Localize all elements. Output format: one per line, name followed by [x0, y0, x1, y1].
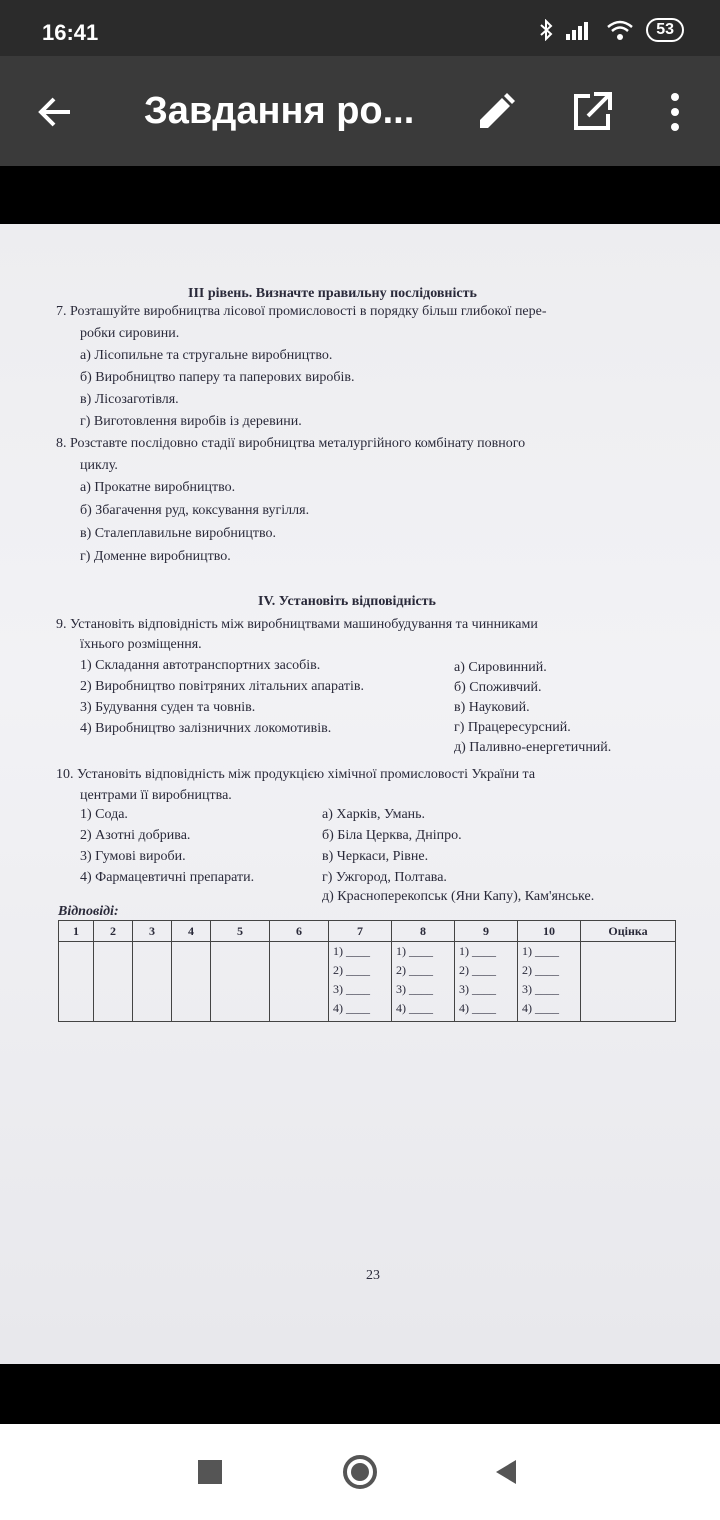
table-header-row: [59, 921, 676, 942]
q10-right-d: г) Ужгород, Полтава.: [322, 870, 447, 885]
answer-cell-7[interactable]: [329, 942, 392, 1022]
table-answer-row: [59, 942, 676, 1022]
answer-slot: 3) ____: [333, 982, 370, 996]
viewer-margin-bottom: [0, 1364, 720, 1424]
table-header-cell: 10: [518, 921, 581, 942]
q9-right-d: г) Працересурсний.: [454, 720, 571, 735]
answer-cell-grade[interactable]: [581, 942, 676, 1022]
q10-right-a: а) Харків, Умань.: [322, 807, 426, 822]
table-header-cell: 2: [94, 921, 133, 942]
status-time: 16:41: [42, 20, 99, 45]
answer-slot: 4) ____: [333, 1001, 370, 1015]
answer-slot: 4) ____: [396, 1001, 433, 1015]
q10-right-c: в) Черкаси, Рівне.: [322, 849, 429, 864]
q9-left-2: 2) Виробництво повітряних літальних апаратів.: [80, 679, 364, 694]
app-bar: [0, 56, 720, 166]
battery-indicator: 53: [646, 18, 684, 42]
wifi-icon: [606, 19, 634, 41]
q8-line2: циклу.: [80, 458, 118, 473]
answer-slot: 3) ____: [459, 982, 496, 996]
answer-slot: 2) ____: [459, 963, 496, 977]
q10-line2: центрами її виробництва.: [80, 788, 232, 803]
answer-slot: 4) ____: [522, 1001, 559, 1015]
q7-line2: робки сировини.: [80, 326, 180, 341]
table-header-cell: 9: [455, 921, 518, 942]
q9-left-4: 4) Виробництво залізничних локомотивів.: [80, 721, 332, 736]
q10-right-b: б) Біла Церква, Дніпро.: [322, 828, 462, 843]
table-header-cell: 8: [392, 921, 455, 942]
more-vert-icon[interactable]: [660, 90, 690, 134]
answer-cell-8[interactable]: [392, 942, 455, 1022]
q10-left-3: 3) Гумові вироби.: [80, 849, 186, 864]
table-header-cell: 4: [172, 921, 211, 942]
open-external-icon[interactable]: [570, 90, 614, 134]
home-circle-icon[interactable]: [342, 1454, 378, 1490]
answer-cell-6[interactable]: [270, 942, 329, 1022]
answer-slot: 4) ____: [459, 1001, 496, 1015]
q10-right-e: д) Красноперекопськ (Яни Капу), Кам'янське.: [322, 889, 595, 904]
answers-label: Відповіді:: [58, 904, 119, 919]
table-header-cell: 6: [270, 921, 329, 942]
answer-slot: 3) ____: [522, 982, 559, 996]
answer-slot: 2) ____: [333, 963, 370, 977]
section-3-title: ІІІ рівень. Визначте правильну послідовність: [188, 286, 477, 301]
answer-cell-3[interactable]: [133, 942, 172, 1022]
q10-left-1: 1) Сода.: [80, 807, 128, 822]
viewer-margin-top: [0, 166, 720, 224]
status-icons: [538, 18, 684, 42]
q9-right-e: д) Паливно-енергетичний.: [454, 740, 612, 755]
page-title: Завдання ро...: [144, 90, 415, 132]
section-4-title: IV. Установіть відповідність: [258, 594, 436, 609]
answer-cell-2[interactable]: [94, 942, 133, 1022]
recents-square-icon[interactable]: [198, 1460, 222, 1484]
status-bar: [0, 0, 720, 56]
answer-slot: 1) ____: [333, 944, 370, 958]
navigation-bar: [0, 1424, 720, 1520]
q9-left-3: 3) Будування суден та човнів.: [80, 700, 256, 715]
answer-slot: 1) ____: [522, 944, 559, 958]
answer-cell-9[interactable]: [455, 942, 518, 1022]
answer-slot: 2) ____: [522, 963, 559, 977]
q8-option-c: в) Сталеплавильне виробництво.: [80, 526, 276, 541]
answer-cell-4[interactable]: [172, 942, 211, 1022]
edit-pencil-icon[interactable]: [474, 90, 518, 134]
answer-slot: 3) ____: [396, 982, 433, 996]
table-header-cell: 3: [133, 921, 172, 942]
back-triangle-icon[interactable]: [494, 1460, 518, 1484]
back-arrow-icon[interactable]: [34, 90, 78, 134]
q9-left-1: 1) Складання автотранспортних засобів.: [80, 658, 321, 673]
q9-right-c: в) Науковий.: [454, 700, 530, 715]
answer-slot: 1) ____: [459, 944, 496, 958]
q9-right-b: б) Споживчий.: [454, 680, 542, 695]
q10-left-2: 2) Азотні добрива.: [80, 828, 191, 843]
q8-option-d: г) Доменне виробництво.: [80, 549, 231, 564]
table-header-cell: 7: [329, 921, 392, 942]
answer-slot: 2) ____: [396, 963, 433, 977]
answer-cell-1[interactable]: [59, 942, 94, 1022]
answers-table: [58, 920, 676, 1022]
answer-cell-5[interactable]: [211, 942, 270, 1022]
q9-line1: 9. Установіть відповідність між виробництвами машинобудування та чинниками: [56, 617, 538, 632]
q8-option-a: а) Прокатне виробництво.: [80, 480, 236, 495]
q9-right-a: а) Сировинний.: [454, 660, 547, 675]
q7-option-b: б) Виробництво паперу та паперових виробів.: [80, 370, 355, 385]
q9-line2: їхнього розміщення.: [80, 637, 202, 652]
q10-line1: 10. Установіть відповідність між продукцією хімічної промисловості України та: [56, 767, 536, 782]
q7-option-a: а) Лісопильне та стругальне виробництво.: [80, 348, 333, 363]
q7-option-d: г) Виготовлення виробів із деревини.: [80, 414, 302, 429]
bluetooth-icon: [538, 19, 554, 41]
document-page: [0, 224, 720, 1364]
answer-cell-10[interactable]: [518, 942, 581, 1022]
q8-option-b: б) Збагачення руд, коксування вугілля.: [80, 503, 310, 518]
table-header-cell: Оцінка: [581, 921, 676, 942]
q7-line1: 7. Розташуйте виробництва лісової промисловості в порядку більш глибокої пере-: [56, 304, 547, 319]
table-header-cell: 5: [211, 921, 270, 942]
table-header-cell: 1: [59, 921, 94, 942]
q10-left-4: 4) Фармацевтичні препарати.: [80, 870, 255, 885]
signal-icon: [566, 20, 594, 40]
q7-option-c: в) Лісозаготівля.: [80, 392, 179, 407]
q8-line1: 8. Розставте послідовно стадії виробництва металургійного комбінату повного: [56, 436, 526, 451]
answer-slot: 1) ____: [396, 944, 433, 958]
page-number: 23: [366, 1268, 380, 1283]
